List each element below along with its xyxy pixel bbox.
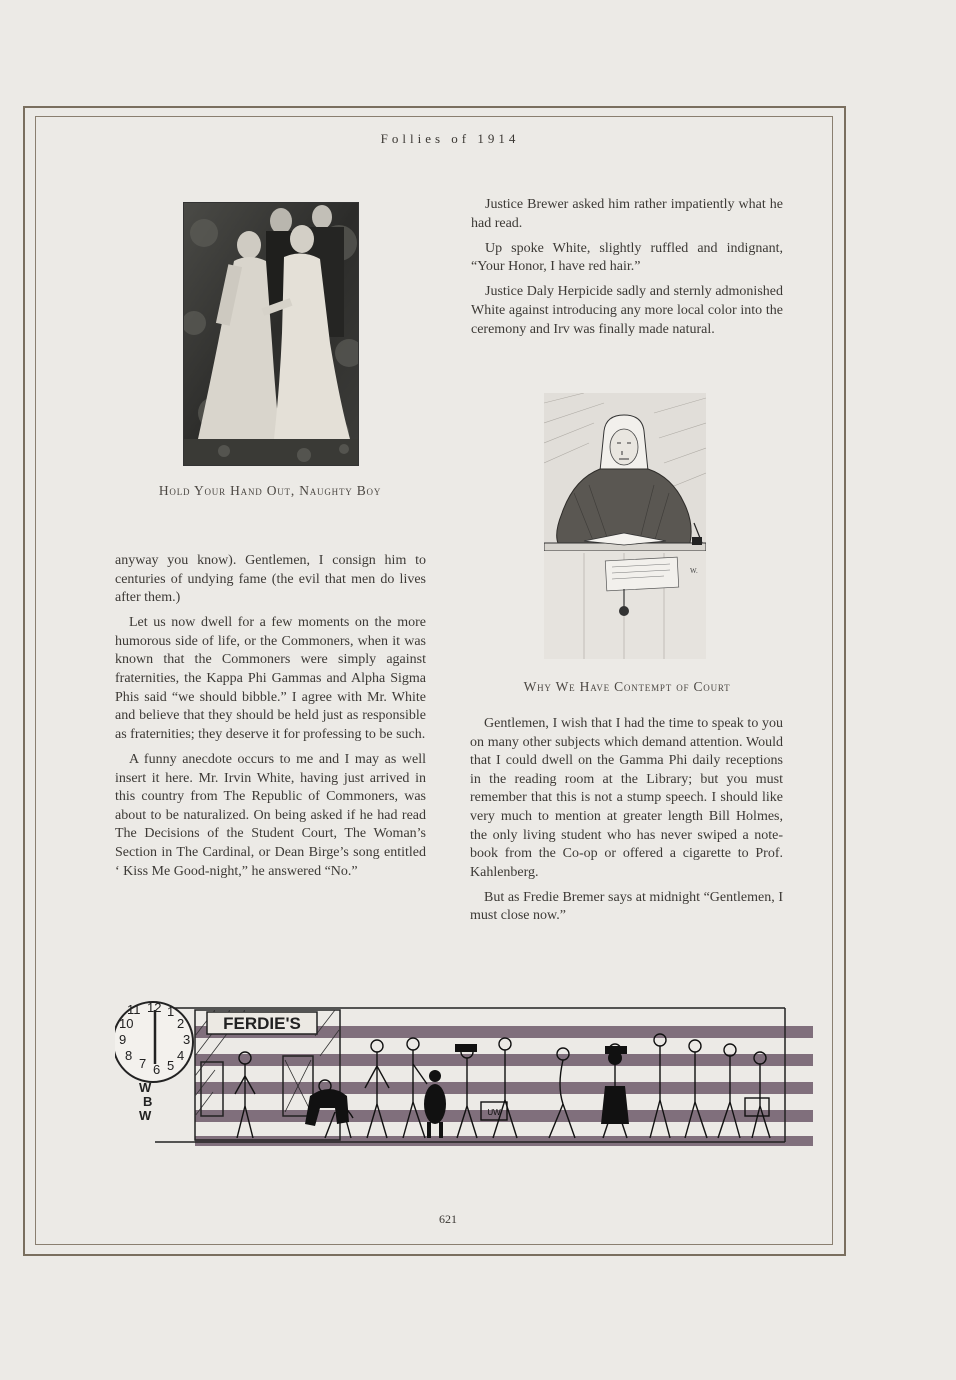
sketch-caption: Why We Have Contempt of Court <box>523 679 731 694</box>
paragraph: anyway you know). Gentlemen, I consign him to centuries of undying fame (the evil that men do lives after them.) <box>115 553 426 606</box>
clock-numeral: 5 <box>167 1058 175 1073</box>
paragraph: A funny anecdote occurs to me and I may as well insert it here. Mr. Irvin White, having just arrived in this country from The Republic of Commoners, was about to be naturalized. On being asked if he had read The Decisions of the Student Court, The Woman’s Section in The Cardinal, or Dean Birge’s song entitled ‘ Kiss Me Good-night,” he answered “No.” <box>115 751 426 879</box>
paragraph: Gentlemen, I wish that I had the time to speak to you on many other subjects which demand attention. Would that I could dwell on the Gamma Phi daily receptions in the reading room at the Library; but you must remember that this is not a stump speech. I should like very much to mention at greater length Bill Holmes, the only living student who has never swiped a note-book from the Co-op or offered a cigarette to Prof. Kahlenberg. <box>470 716 783 880</box>
bag-label: UW <box>487 1108 501 1117</box>
clock-numeral: 9 <box>119 1032 127 1047</box>
paragraph: Let us now dwell for a few moments on the more humorous side of life, or the Commoners, when it was known that the Commoners were simply against fraternities, the Kappa Phi Gammas and Alpha Sigma Phis said “we should bibble.” I agree with Mr. White and believe that they should be held just as responsible as fraternities; they deserve it for professing to be such. <box>115 615 426 742</box>
right-column-bottom <box>470 715 783 933</box>
clock-numeral: 4 <box>177 1048 185 1063</box>
clock-numeral: 12 <box>147 1000 162 1015</box>
sketch-signature: W. <box>690 567 698 575</box>
running-title: Follies of 1914 <box>380 131 520 146</box>
page-number: 621 <box>439 1212 457 1226</box>
side-letter: W <box>139 1108 152 1123</box>
side-letter: W <box>139 1080 152 1095</box>
side-letter: B <box>143 1094 153 1109</box>
clock-numeral: 7 <box>139 1056 147 1071</box>
clock-numeral: 3 <box>183 1032 191 1047</box>
clock-numeral: 8 <box>125 1048 133 1063</box>
ferdies-cartoon <box>115 996 815 1148</box>
left-column <box>115 552 426 888</box>
paragraph: Up spoke White, slightly ruffled and indignant, “Your Honor, I have red hair.” <box>471 240 783 275</box>
clock-numeral: 10 <box>119 1016 134 1031</box>
judge-sketch <box>544 393 706 659</box>
shop-sign: FERDIE'S <box>223 1014 301 1033</box>
photograph-couples <box>183 202 359 466</box>
clock-numeral: 2 <box>177 1016 185 1031</box>
clock-numeral: 11 <box>127 1002 141 1017</box>
clock-numeral: 1 <box>167 1004 175 1019</box>
paragraph: But as Fredie Bremer says at midnight “Gentlemen, I must close now.” <box>470 889 783 924</box>
paragraph: Justice Daly Herpicide sadly and sternly admonished White against introducing any more local color into the ceremony and Irv was finally made natural. <box>471 284 783 337</box>
clock-numeral: 6 <box>153 1062 161 1077</box>
photo-caption: Hold Your Hand Out, Naughty Boy <box>158 483 382 498</box>
paragraph: Justice Brewer asked him rather impatiently what he had read. <box>471 197 783 231</box>
right-column-top <box>471 196 783 346</box>
